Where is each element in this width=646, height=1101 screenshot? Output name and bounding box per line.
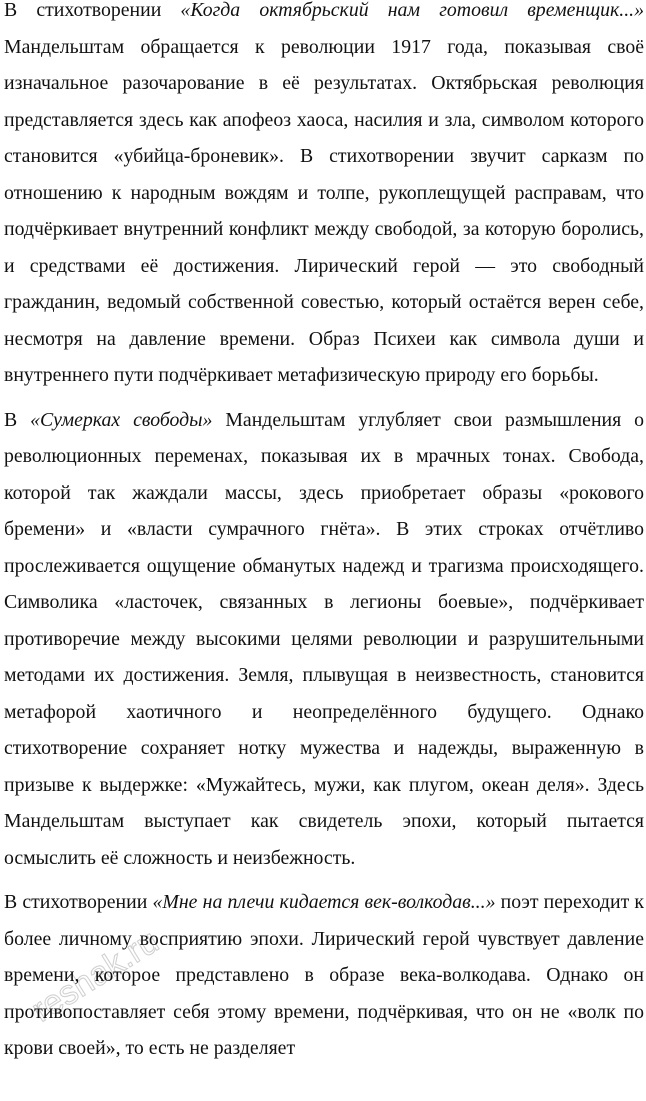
paragraph-lead: В <box>4 408 31 431</box>
paragraph-wolfhound-age <box>4 884 644 1067</box>
paragraph-twilight-of-freedom <box>4 402 644 877</box>
paragraph-lead: В стихотворении <box>4 0 181 21</box>
paragraph-body: поэт переходит к более личному восприятию эпохи. Лирический герой чувствует давление времени, которое представлено в образе века-волкодава. Однако он противопоставляет себя этому времени, подчёркивая, что он не «волк по крови своей», то есть не разделяет <box>4 891 644 1059</box>
paragraph-october <box>4 0 644 394</box>
poem-title: «Мне на плечи кидается век-волкодав...» <box>152 891 496 913</box>
poem-title: «Сумерках свободы» <box>30 408 213 431</box>
paragraph-body: Мандельштам обращается к революции 1917 года, показывая своё изначальное разочарование в её результатах. Октябрьская революция представляется здесь как апофеоз хаоса, насилия и зла, символом которого становится «убийца-броневик». В стихотворении звучит сарказм по отношению к народным вождям и толпе, рукоплещущей расправам, что подчёркивает внутренний конфликт между свободой, за которую боролись, и средствами её достижения. Лирический герой — это свободный гражданин, ведомый собственной совестью, который остаётся верен себе, несмотря на давление времени. Образ Психеи как символа души и внутреннего пути подчёркивает метафизическую природу его борьбы. <box>4 35 644 386</box>
poem-title: «Когда октябрьский нам готовил временщик...» <box>180 0 645 21</box>
paragraph-body: Мандельштам углубляет свои размышления о революционных переменах, показывая их в мрачных тонах. Свобода, которой так жаждали массы, здесь приобретает образы «рокового бремени» и «власти сумрачного гнёта». В этих строках отчётливо прослеживается ощущение обманутых надежд и трагизма происходящего. Символика «ласточек, связанных в легионы боевые», подчёркивает противоречие между высокими целями революции и разрушительными методами их достижения. Земля, плывущая в неизвестность, становится метафорой хаотичного и неопределённого будущего. Однако стихотворение сохраняет нотку мужества и надежды, выраженную в призыве к выдержке: «Мужайтесь, мужи, как плугом, океан деля». Здесь Мандельштам выступает как свидетель эпохи, который пытается осмыслить её сложность и неизбежность. <box>4 408 644 869</box>
watermark-text: reshak.ru <box>24 922 166 1022</box>
paragraph-lead: В стихотворении <box>4 891 153 913</box>
document-page <box>4 0 644 1067</box>
